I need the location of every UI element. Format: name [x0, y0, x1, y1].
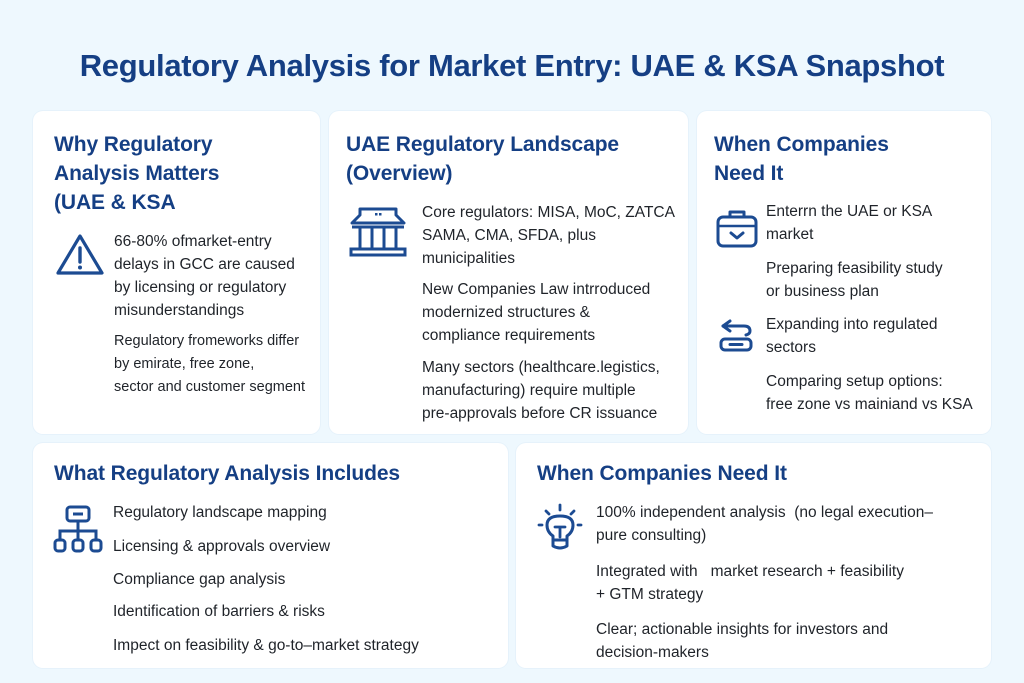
briefcase-check-icon [715, 207, 759, 249]
list-item: Preparing feasibility study or business plan [766, 260, 943, 300]
list-item: 100% independent analysis (no legal execution– pure consulting) [596, 504, 933, 544]
list-item: Compliance gap analysis [113, 571, 286, 588]
list-item: Integrated with market research + feasibility + GTM strategy [596, 563, 904, 603]
card-why-regulatory-analysis-matters [33, 111, 320, 434]
list-item: Core regulators: MISA, MoC, ZATCA SAMA, CMA, SFDA, plus municipalities [422, 204, 675, 267]
list-item: Regulatory fromeworks differ by emirate, free zone, sector and customer segment [114, 333, 306, 395]
list-item: New Companies Law intrroduced modernized structures & compliance requirements [422, 281, 651, 344]
list-item: Impect on feasibility & go-to–market strategy [113, 637, 419, 654]
card-heading: UAE Regulatory Landscape (Overview) [346, 133, 619, 185]
government-building-icon [348, 203, 408, 259]
list-item: Expanding into regulated sectors [766, 316, 938, 356]
list-item: Enterrn the UAE or KSA market [766, 203, 933, 243]
list-item: Identification of barriers & risks [113, 603, 325, 620]
list-item: Many sectors (healthcare.legistics, manufacturing) require multiple pre-approvals before CR issuance [422, 359, 660, 422]
page-title: Regulatory Analysis for Market Entry: UAE & KSA Snapshot [79, 48, 945, 83]
card-when-companies-need-it [697, 111, 991, 434]
card-heading: When Companies Need It [537, 462, 787, 485]
list-item: Clear; actionable insights for investors and decision-makers [596, 621, 889, 661]
card-heading: Why Regulatory Analysis Matters (UAE & KSA [54, 133, 220, 214]
warning-triangle-icon [55, 233, 105, 277]
org-chart-icon [52, 504, 104, 554]
card-uae-regulatory-landscape [329, 111, 688, 434]
expand-arrow-icon [718, 317, 754, 353]
list-item: Comparing setup options: free zone vs mainiand vs KSA [766, 373, 973, 413]
list-item: Regulatory landscape mapping [113, 504, 327, 521]
lightbulb-icon [536, 503, 584, 553]
list-item: 66-80% ofmarket-entry delays in GCC are caused by licensing or regulatory misunderstandings [114, 233, 295, 319]
card-what-regulatory-analysis-includes [33, 443, 508, 668]
list-item: Licensing & approvals overview [113, 538, 331, 555]
card-heading: What Regulatory Analysis Includes [54, 462, 400, 485]
card-heading: When Companies Need It [714, 133, 889, 185]
card-when-companies-need-it-bottom [516, 443, 991, 668]
